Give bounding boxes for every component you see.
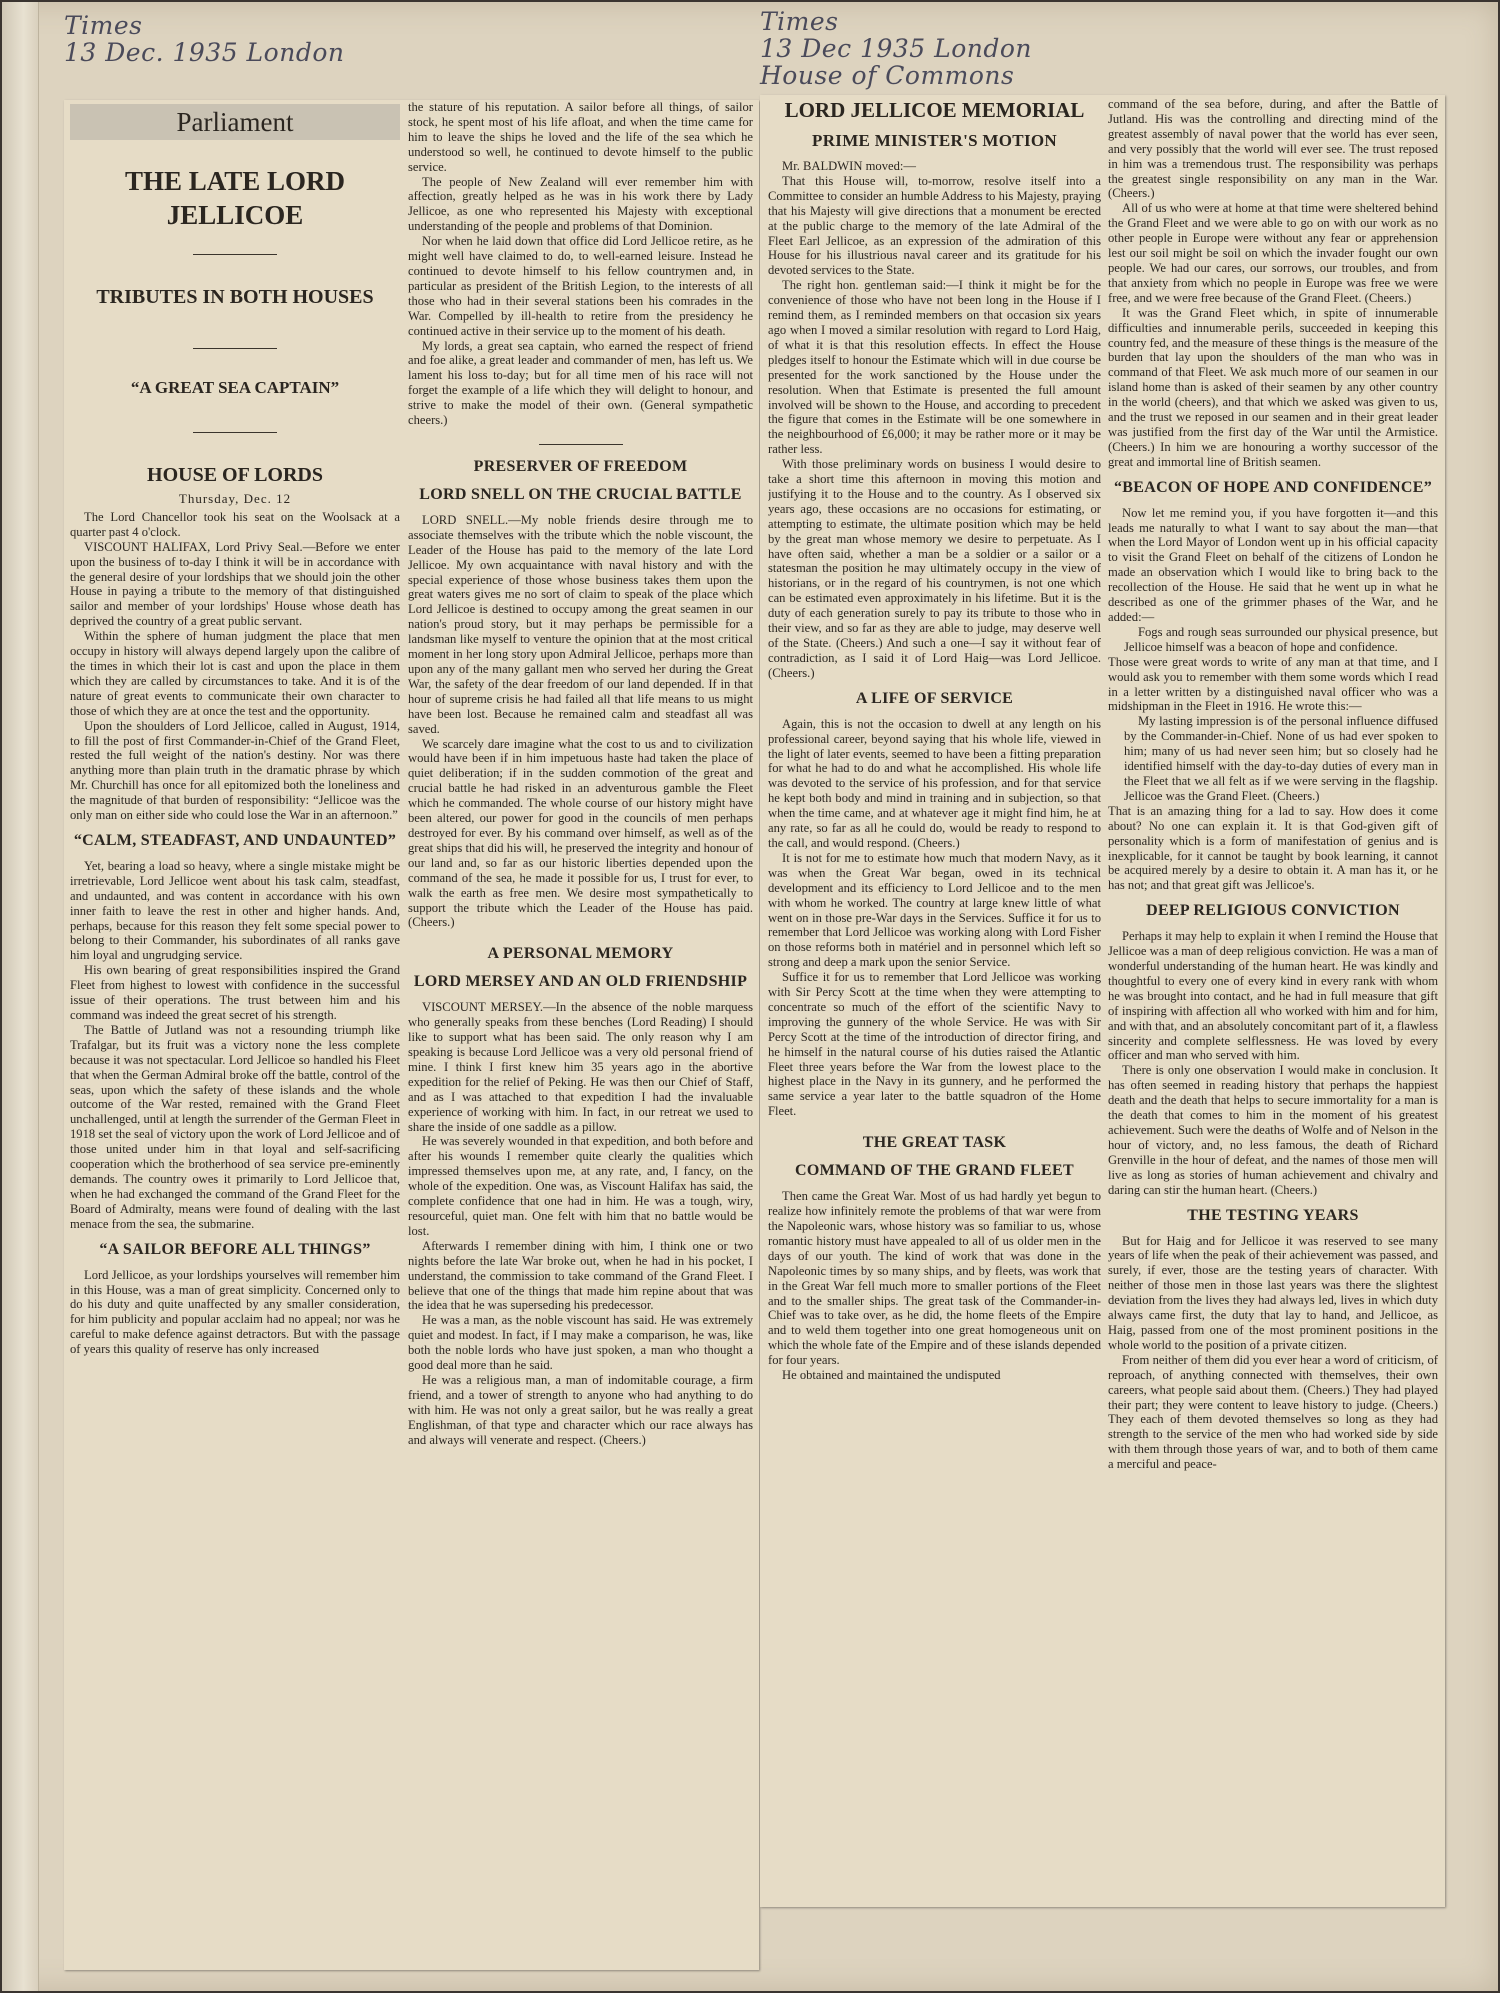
paragraph: LORD SNELL.—My noble friends desire through me to associate themselves with the tribute which the noble viscount, the Leader of the House has paid to the memory of the late Lord Jellicoe. My own acquaintance with naval history and with the special experience of those whose business takes them upon the great waters gives me no sort of claim to speak of the place which Lord Jellicoe is destined to occupy among the great seamen in our nation's proud story, but it may perhaps be permissible for a landsman like myself to venture the opinion that at the most critical moment in her long story upon Admiral Jellicoe, perhaps more than upon any of the many gallant men who served her during the Great War, the safety of the dear freedom of our land depended. If in that hour of supreme crisis he had failed all that life means to us might have been lost. Because he remained calm and steadfast all was saved. (408, 512, 753, 736)
paragraph: He obtained and maintained the undisputed (782, 1368, 1001, 1383)
paragraph: But for Haig and for Jellicoe it was reserved to see many years of life when the peak of their achievement was passed, and surely, if ever, those are the testing years of character. With neither of those men in those last years was there the slightest deviation from the lives they had always led, lives in which duty always came first, the duty that lay to hand, and Jellicoe, as Haig, passed from one of the most prominent positions in the whole world to the position of a private citizen. (1108, 1233, 1438, 1352)
section-heading: THE GREAT TASK (862, 1134, 1007, 1152)
paragraph: Again, this is not the occasion to dwell at any length on his professional career, beyond saying that his whole life, viewed in the light of later events, seemed to have been a fitting preparation for what he had to do and what he accomplished. His whole life was devoted to the service of his profession, and for that service he kept both body and mind in training and in subjection, so that when the time came, and at whatever age it might find him, he at any rate, so far as all he could do, would be ready to respond to the call, and would respond. (Cheers.) (768, 716, 1101, 850)
section-heading: A PERSONAL MEMORY (487, 945, 674, 963)
article-column-1 (70, 104, 400, 1964)
paragraph: Mr. BALDWIN moved:— (782, 159, 916, 173)
article-column-2 (408, 100, 753, 1964)
headline: LORD JELLICOE MEMORIAL (784, 98, 1085, 122)
section-heading: A LIFE OF SERVICE (855, 689, 1014, 707)
section-heading: COMMAND OF THE GRAND FLEET (795, 1162, 1074, 1180)
divider (193, 432, 277, 433)
section-heading: LORD MERSEY AND AN OLD FRIENDSHIP (413, 973, 748, 991)
paragraph: My lords, a great sea captain, who earned the respect of friend and foe alike, a great leader and commander of men, has left us. We lament his loss to-day; but for all time men of his race will not forget the example of a life which they will delight to honour, and strive to make the model of their own. (General sympathetic cheers.) (408, 338, 753, 428)
note-line: 13 Dec. 1935 London (64, 38, 345, 67)
dateline: Thursday, Dec. 12 (178, 491, 292, 506)
paragraph: That is an amazing thing for a lad to say. How does it come about? No one can explain it. It is that God-given gift of personality which is a form of manifestation of genius and is inexplicable, for it cannot be taught by book learning, it cannot be acquired merely by a desire to obtain it. A man has it, or he has not; and that great gift was Jellicoe's. (1108, 803, 1438, 893)
article-column-3 (768, 97, 1101, 1903)
paragraph: command of the sea before, during, and after the Battle of Jutland. His was the controlling and directing mind of the greatest assembly of naval power that the world has ever seen, and very possibly that the world will ever see. The trust reposed in him was a tremendous trust. The responsibility was perhaps the greatest single responsibility on any man in the War. (Cheers.) (1108, 97, 1438, 201)
handwritten-note-left (64, 12, 344, 66)
paragraph: Suffice it for us to remember that Lord Jellicoe was working with Sir Percy Scott at the time when they were attempting to concentrate so much of the effort of the scientific Navy to improving the gunnery of the whole Service. He was with Sir Percy Scott at the time of the introduction of director firing, and he himself in the natural course of his duties raised the Atlantic Fleet three years before the War from the lowest place to the highest place in the Navy in its gunnery, and he performed the same service a year later to the battle squadron of the Home Fleet. (768, 970, 1101, 1119)
paragraph: VISCOUNT HALIFAX, Lord Privy Seal.—Before we enter upon the business of to-day I think it will be in accordance with the general desire of your lordships that we should join the other House in paying a tribute to the memory of that distinguished sailor and member of your lordships' House whose death has deprived the country of a great public servant. (70, 539, 400, 629)
note-line: Times (760, 7, 839, 36)
section-heading: DEEP RELIGIOUS CONVICTION (1146, 902, 1400, 920)
note-line: 13 Dec 1935 London (760, 34, 1033, 63)
paragraph: With those preliminary words on business I would desire to take a short time this afternoon in moving this motion and justifying it to the House and to the country. As I observed six years ago, these occasions are no occasions for estimating, or attempting to estimate, the ultimate position which may be held by the great man whose memory we desire to perpetuate. As I have often said, whether a man be a soldier or a sailor or a statesman the position he may ultimately occupy in the view of historians, or in the regard of his countrymen, is not one which can be estimated even approximately in his lifetime. But it is the duty of each generation surely to pay its tribute to those who in their view, and so far as they are able to judge, may deserve well of the State. (Cheers.) And such a one—I say it without fear of contradiction, as I said it of Lord Haig—was Lord Jellicoe. (Cheers.) (768, 457, 1101, 680)
paragraph: He was severely wounded in that expedition, and both before and after his wounds I remember quite clearly the qualities which impressed themselves upon me, at any rate, and, I fancy, on the whole of the expedition. One was, as Viscount Halifax has said, the complete confidence that one had in him. He was a tough, wiry, resourceful, quiet man. One felt with him that no battle would be lost. (408, 1134, 753, 1238)
section-heading: “CALM, STEADFAST, AND UNDAUNTED” (73, 831, 397, 849)
divider (193, 254, 277, 255)
paragraph: The Battle of Jutland was not a resounding triumph like Trafalgar, but its fruit was a victory none the less complete because it was not spectacular. Lord Jellicoe so handled his Fleet that when the German Admiral broke off the battle, control of the seas, upon which the safety of these islands and the whole outcome of the War rested, remained with the Grand Fleet unchallenged, until at length the surrender of the German Fleet in 1918 set the seal of victory upon the work of Lord Jellicoe and of those united under him in that loyal and self-sacrificing cooperation which the brotherhood of sea service pre-eminently demands. The country owes it primarily to Lord Jellicoe that, when he had exchanged the command of the Grand Fleet for the Board of Admiralty, means were found of dealing with the last menace from the sea, the submarine. (70, 1022, 400, 1231)
paragraph: Lord Jellicoe, as your lordships yourselves will remember him in this House, was a man of great simplicity. Concerned only to do his duty and quite unaffected by any smaller consideration, for him publicity and popular acclaim had no appeal; nor was he careful to make defence against detractors. But with the passage of years this quality of reserve has only increased (70, 1267, 400, 1357)
paragraph: He was a man, as the noble viscount has said. He was extremely quiet and modest. In fact, if I may make a comparison, he was, like both the noble lords who have just spoken, a man who thought a good deal more than he said. (408, 1313, 753, 1373)
paragraph: It is not for me to estimate how much that modern Navy, as it was when the Great War began, owed in its technical development and its efficiency to Lord Jellicoe and to the men with whom he worked. The country at large knew little of what went on in those pre-War days in the Services. Suffice it for us to remember that Lord Jellicoe was working along with Lord Fisher on those reforms both in matériel and in personnel which left so strong and deep a mark upon the senior Service. (768, 850, 1101, 970)
subheadline: TRIBUTES IN BOTH HOUSES (96, 286, 374, 308)
quoted-passage: Fogs and rough seas surrounded our physical presence, but Jellicoe himself was a beacon of hope and confidence. (1124, 624, 1438, 654)
paragraph: Upon the shoulders of Lord Jellicoe, called in August, 1914, to fill the post of first Commander-in-Chief of the Grand Fleet, rested the full weight of the nation's destiny. Nor was there anything more than plain truth in the dramatic phrase by which Mr. Churchill has once for all epitomized both the loneliness and the magnitude of that burden of responsibility: “Jellicoe was the only man on either side who could lose the War in an afternoon.” (70, 718, 400, 823)
paragraph: Now let me remind you, if you have forgotten it—and this leads me naturally to what I want to say about the man—that when the Lord Mayor of London went up in his official capacity to visit the Grand Fleet on behalf of the citizens of London he made an observation which I would like to bring back to the recollection of the House. He said that he went up in what he described as one of the grimmer phases of the War, and he added:— (1108, 505, 1438, 624)
section-heading: LORD SNELL ON THE CRUCIAL BATTLE (419, 485, 742, 503)
section-heading: PRESERVER OF FREEDOM (473, 457, 688, 475)
paragraph: All of us who were at home at that time were sheltered behind the Grand Fleet and we were able to go on with our work as no other people in Europe were without any fear or apprehension lest our soil might be soil on which the invader fought our own people. We had our cares, our sorrows, our troubles, and from that anxiety from which no people in Europe was free we were free, and we were free because of the Grand Fleet. (Cheers.) (1108, 201, 1438, 305)
headline: THE LATE LORD JELLICOE (124, 166, 346, 230)
section-label: Parliament (70, 104, 400, 140)
paragraph: Afterwards I remember dining with him, I think one or two nights before the late War broke out, when he had in his pocket, I understand, the commission to take command of the Grand Fleet. I believe that one of the things that made him repine about that was the idea that he was superseding his predecessor. (408, 1238, 753, 1313)
article-column-4 (1108, 97, 1438, 1903)
paragraph: It was the Grand Fleet which, in spite of innumerable difficulties and innumerable perils, succeeded in keeping this country fed, and the measure of these things is the measure of the burden that lay upon the shoulders of the man who was in command of that Fleet. We ask much more of our seamen in our island home than is asked of their seamen by any other country in the world (cheers), and that which we asked was given to us, and the trust we reposed in our seamen and in their great leader was justified from the first day of the War until the Armistice. (Cheers.) In him we are honouring a worthy successor of the great and immortal line of British seamen. (1108, 305, 1438, 469)
paragraph: VISCOUNT MERSEY.—In the absence of the noble marquess who generally speaks from these benches (Lord Reading) I should like to support what has been said. The only reason why I am speaking is because Lord Jellicoe was a very old personal friend of mine. I think I first knew him 35 years ago in the abortive expedition for the relief of Peking. He was then our Chief of Staff, and as I was attached to that expedition I had the invaluable experience of working with him. In fact, in our retreat we used to share the inside of one saddle as a pillow. (408, 1000, 753, 1134)
note-line: House of Commons (760, 61, 1015, 90)
quote-headline: “A GREAT SEA CAPTAIN” (130, 378, 340, 397)
paragraph: Within the sphere of human judgment the place that men occupy in history will always depend largely upon the calibre of the times in which their lot is cast and upon the place in them which they are called by circumstances to take. And it is of the nature of great events to communicate their own character to those of which they are at once the test and the opportunity. (70, 629, 400, 718)
paragraph: The Lord Chancellor took his seat on the Woolsack at a quarter past 4 o'clock. (70, 509, 400, 539)
paragraph: We scarcely dare imagine what the cost to us and to civilization would have been if in him impetuous haste had taken the place of quiet deliberation; if in the sudden commotion of the great and crucial battle he had risked in an adventurous gamble the Fleet which he commanded. The whole course of our history might have been altered, our power for good in the councils of men perhaps destroyed for ever. By his command over himself, as well as of the great ships that did his will, he preserved the integrity and honour of our land and, so far as our historic liberties depended upon the command of the sea, he made it possible for us, I trust for ever, to walk the earth as free men. We desire most sympathetically to support the tribute which the Leader of the House has paid. (Cheers.) (408, 736, 753, 930)
paragraph: the stature of his reputation. A sailor before all things, of sailor stock, he spent most of his life afloat, and when the time came for him to leave the ships he loved and the life of the sea which he understood so well, he continued to devote himself to the public service. (408, 100, 753, 174)
handwritten-note-right (760, 8, 1032, 89)
section-heading: PRIME MINISTER'S MOTION (812, 131, 1057, 150)
paragraph: That this House will, to-morrow, resolve itself into a Committee to consider an humble Address to his Majesty, praying that his Majesty will give directions that a monument be erected at the public charge to the memory of the late Admiral of the Fleet Earl Jellicoe, as an expression of the admiration of this House for his illustrious naval career and its gratitude for his devoted services to the State. (768, 173, 1101, 278)
paragraph: Perhaps it may help to explain it when I remind the House that Jellicoe was a man of deep religious conviction. He was a man of wonderful understanding of the human heart. He was kindly and thoughtful to every one of every kind in every rank with whom he was brought into contact, and he had in full measure that gift of inspiring with affection all who worked with him and for him, and with that, and an absolutely concomitant part of it, a flawless sincerity and complete selflessness. He was loved by every officer and man who served with him. (1108, 929, 1438, 1063)
divider (193, 348, 277, 349)
paragraph: Then came the Great War. Most of us had hardly yet begun to realize how infinitely remote the problems of that war were from the Napoleonic wars, whose history was so familiar to us, whose romantic history must have appealed to all of us older men in the days of our youth. The kind of work that was done in the Napoleonic times by so many ships, and by fleets, was work that in the Great War fell much more to smaller portions of the Fleet and to the smaller ships. The great task of the Commander-in-Chief was to take over, as he did, the home fleets of the Empire and to weld them together into one great homogeneous unit on which the whole fate of the Empire and of these islands depended for four years. (768, 1189, 1101, 1368)
note-line: Times (64, 11, 143, 40)
house-of-lords-heading: HOUSE OF LORDS (147, 464, 323, 486)
paragraph: There is only one observation I would make in conclusion. It has often seemed in reading history that perhaps the happiest death and the death that helps to secure immortality for a man is the death that comes to him in the moment of his greatest achievement. Such were the deaths of Wolfe and of Nelson in the hour of victory, and, no less famous, the death of Richard Grenville in the hour of defeat, and the names of those men will live as long as stories of human achievement and chivalry and daring can stir the human heart. (Cheers.) (1108, 1063, 1438, 1197)
quoted-passage: My lasting impression is of the personal influence diffused by the Commander-in-Chief. None of us had ever spoken to him; many of us had never seen him; but so closely had he identified himself with the day-to-day duties of every man in the Fleet that we all felt as if we were serving in the flagship. Jellicoe was the Grand Fleet. (Cheers.) (1124, 714, 1438, 803)
section-heading: THE TESTING YEARS (1187, 1206, 1359, 1224)
section-heading: “BEACON OF HOPE AND CONFIDENCE” (1113, 478, 1433, 496)
divider (539, 444, 623, 445)
page-binding-edge (2, 2, 39, 1991)
paragraph: From neither of them did you ever hear a word of criticism, of reproach, of anything connected with themselves, their own careers, what people said about them. (Cheers.) They had played their part; they were content to leave history to judge. (Cheers.) They each of them devoted themselves so long as they had strength to the service of the men who had worked side by side with them through those years of war, and to both of them came a merciful and peace- (1108, 1352, 1438, 1472)
paragraph: The people of New Zealand will ever remember him with affection, greatly helped as he was in his work there by Lady Jellicoe, as one who represented his Majesty with exceptional understanding of the people and problems of that Dominion. (408, 174, 753, 234)
section-heading: “A SAILOR BEFORE ALL THINGS” (99, 1240, 371, 1258)
paragraph: His own bearing of great responsibilities inspired the Grand Fleet from highest to lowest with confidence in the successful issue of their operations. The trust between him and his command was indeed the great secret of his strength. (70, 963, 400, 1022)
clipping-house-of-lords (64, 100, 759, 1970)
paragraph: Nor when he laid down that office did Lord Jellicoe retire, as he might well have claimed to do, to well-earned leisure. Instead he continued to devote himself to his fellow countrymen and, in particular as president of the British Legion, to the interests of all those who had in their several stations been his comrades in the War. Compelled by ill-health to retire from the presidency he continued active in their service up to the moment of his death. (408, 234, 753, 338)
paragraph: Yet, bearing a load so heavy, where a single mistake might be irretrievable, Lord Jellicoe went about his task calm, steadfast, and undaunted, and was content in accordance with his own inner faith to leave the rest in other and higher hands. And, perhaps, because for this reason they felt some special power to belong to their Commander, his subordinates of all ranks gave him loyal and ungrudging service. (70, 858, 400, 963)
clipping-house-of-commons (760, 95, 1445, 1907)
paragraph: The right hon. gentleman said:—I think it might be for the convenience of those who have not been long in the House if I remind them, as I reminded members on that occasion six years ago when I moved a similar resolution with regard to Lord Haig, of what it is that this resolution effects. In effect the House pledges itself to honour the Estimate which will in due course be presented for the work sanctioned by the House under the resolution. When that Estimate is presented the full amount involved will be shown to the House, and according to precedent the figure that comes in the Estimate will be one somewhere in the neighbourhood of £6,000; it may be rather more or it may be rather less. (768, 278, 1101, 457)
paragraph: Those were great words to write of any man at that time, and I would ask you to remember with them some words which I read in a letter written by a distinguished naval officer who was a midshipman in the Fleet in 1916. He wrote this:— (1108, 654, 1438, 714)
paragraph: He was a religious man, a man of indomitable courage, a firm friend, and a tower of strength to anyone who had anything to do with him. He was not only a great sailor, but he was really a great Englishman, of that type and character which our race always has and always will venerate and respect. (Cheers.) (408, 1372, 753, 1447)
